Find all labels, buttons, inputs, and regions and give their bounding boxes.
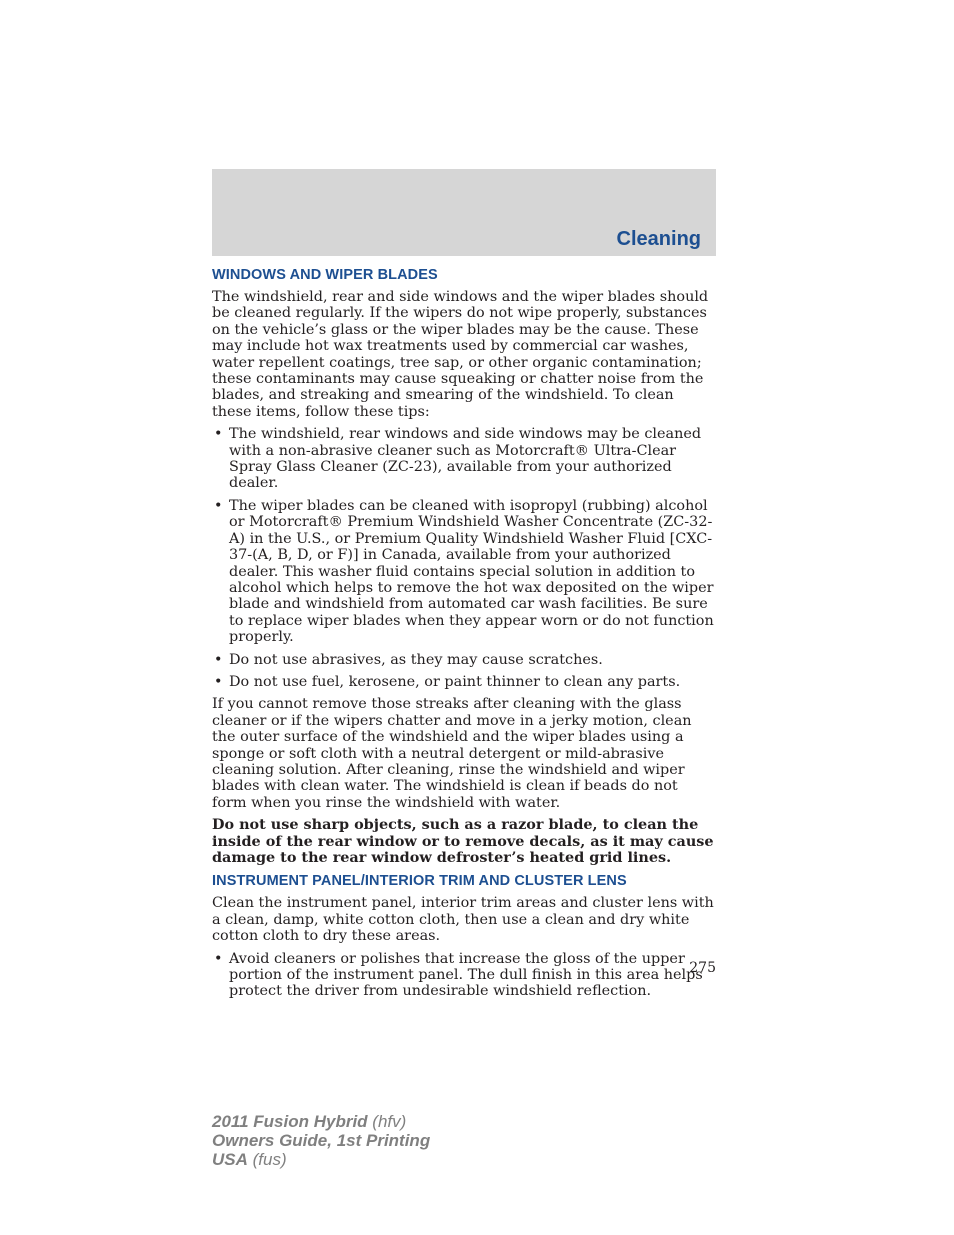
footer-line-model — [212, 1112, 430, 1131]
heading-instrument-panel: INSTRUMENT PANEL/INTERIOR TRIM AND CLUSTER LENS — [212, 873, 627, 890]
list-item — [212, 652, 716, 668]
section-header-band — [212, 169, 716, 256]
bullet-glyph: • — [214, 950, 223, 967]
list-item — [212, 674, 716, 690]
document-footer — [212, 1112, 430, 1169]
footer-line-guide — [212, 1131, 430, 1150]
list-item — [212, 951, 716, 1000]
list-item — [212, 498, 716, 646]
footer-market: USA — [212, 1150, 248, 1169]
list-item — [212, 426, 716, 492]
heading-windows-wiper-blades: WINDOWS AND WIPER BLADES — [212, 267, 438, 283]
list-item-text: The wiper blades can be cleaned with isopropyl (rubbing) alcohol or Motorcraft® Premium Windshield Washer Concentrate (ZC-32-A) in the U.S., or Premium Quality Windshield Washer Fluid [CXC-37-(A, B, D, or F)] in Canada, available from your authorized dealer. This washer fluid contains special solution in addition to alcohol which helps to remove the hot wax deposited on the wiper blade and windshield from automated car wash facilities. Be sure to replace wiper blades when they appear worn or do not function properly. — [229, 497, 714, 646]
bullet-glyph: • — [214, 673, 223, 690]
bullet-glyph: • — [214, 651, 223, 668]
footer-line-market — [212, 1150, 430, 1169]
footer-guide-edition: Owners Guide, 1st Printing — [212, 1131, 431, 1150]
list-item-text: The windshield, rear windows and side windows may be cleaned with a non-abrasive cleaner such as Motorcraft® Ultra-Clear Spray Glass Cleaner (ZC-23), available from your authorized dealer. — [229, 426, 702, 492]
bullet-glyph: • — [214, 497, 223, 514]
footer-model-code: (hfv) — [367, 1112, 407, 1131]
warning-paragraph: Do not use sharp objects, such as a razor blade, to clean the inside of the rear window or to remove decals, as it may cause damage to the rear window defroster’s heated grid lines. — [212, 816, 714, 866]
bullet-list-windows — [212, 426, 716, 690]
paragraph-windows-intro: The windshield, rear and side windows and the wiper blades should be cleaned regularly. If the wipers do not wipe properly, substances on the vehicle’s glass or the wiper blades may be the cause. These may include hot wax treatments used by commercial car washes, water repellent coatings, tree sap, or other organic contamination; these contaminants may cause squeaking or chatter noise from the blades, and streaking and smearing of the windshield. To clean these items, follow these tips: — [212, 289, 709, 420]
list-item-text: Do not use fuel, kerosene, or paint thinner to clean any parts. — [229, 673, 681, 690]
bullet-list-instrument — [212, 951, 716, 1000]
list-item-text: Avoid cleaners or polishes that increase the gloss of the upper portion of the instrument panel. The dull finish in this area helps protect the driver from undesirable windshield reflection. — [229, 950, 703, 1000]
list-item-text: Do not use abrasives, as they may cause scratches. — [229, 651, 603, 668]
footer-model-name: 2011 Fusion Hybrid — [212, 1112, 368, 1131]
paragraph-streaks: If you cannot remove those streaks after cleaning with the glass cleaner or if the wipers chatter and move in a jerky motion, clean the outer surface of the windshield and the wiper blades using a sponge or soft cloth with a neutral detergent or mild-abrasive cleaning solution. After cleaning, rinse the windshield and wiper blades with clean water. The windshield is clean if beads do not form when you rinse the windshield with water. — [212, 696, 692, 811]
page-content — [212, 266, 716, 1006]
page-number: 275 — [689, 960, 716, 976]
bullet-glyph: • — [214, 426, 223, 443]
section-title: Cleaning — [616, 228, 701, 250]
footer-market-code: (fus) — [247, 1150, 287, 1169]
paragraph-instrument-intro: Clean the instrument panel, interior trim areas and cluster lens with a clean, damp, white cotton cloth, then use a clean and dry white cotton cloth to dry these areas. — [212, 895, 714, 945]
